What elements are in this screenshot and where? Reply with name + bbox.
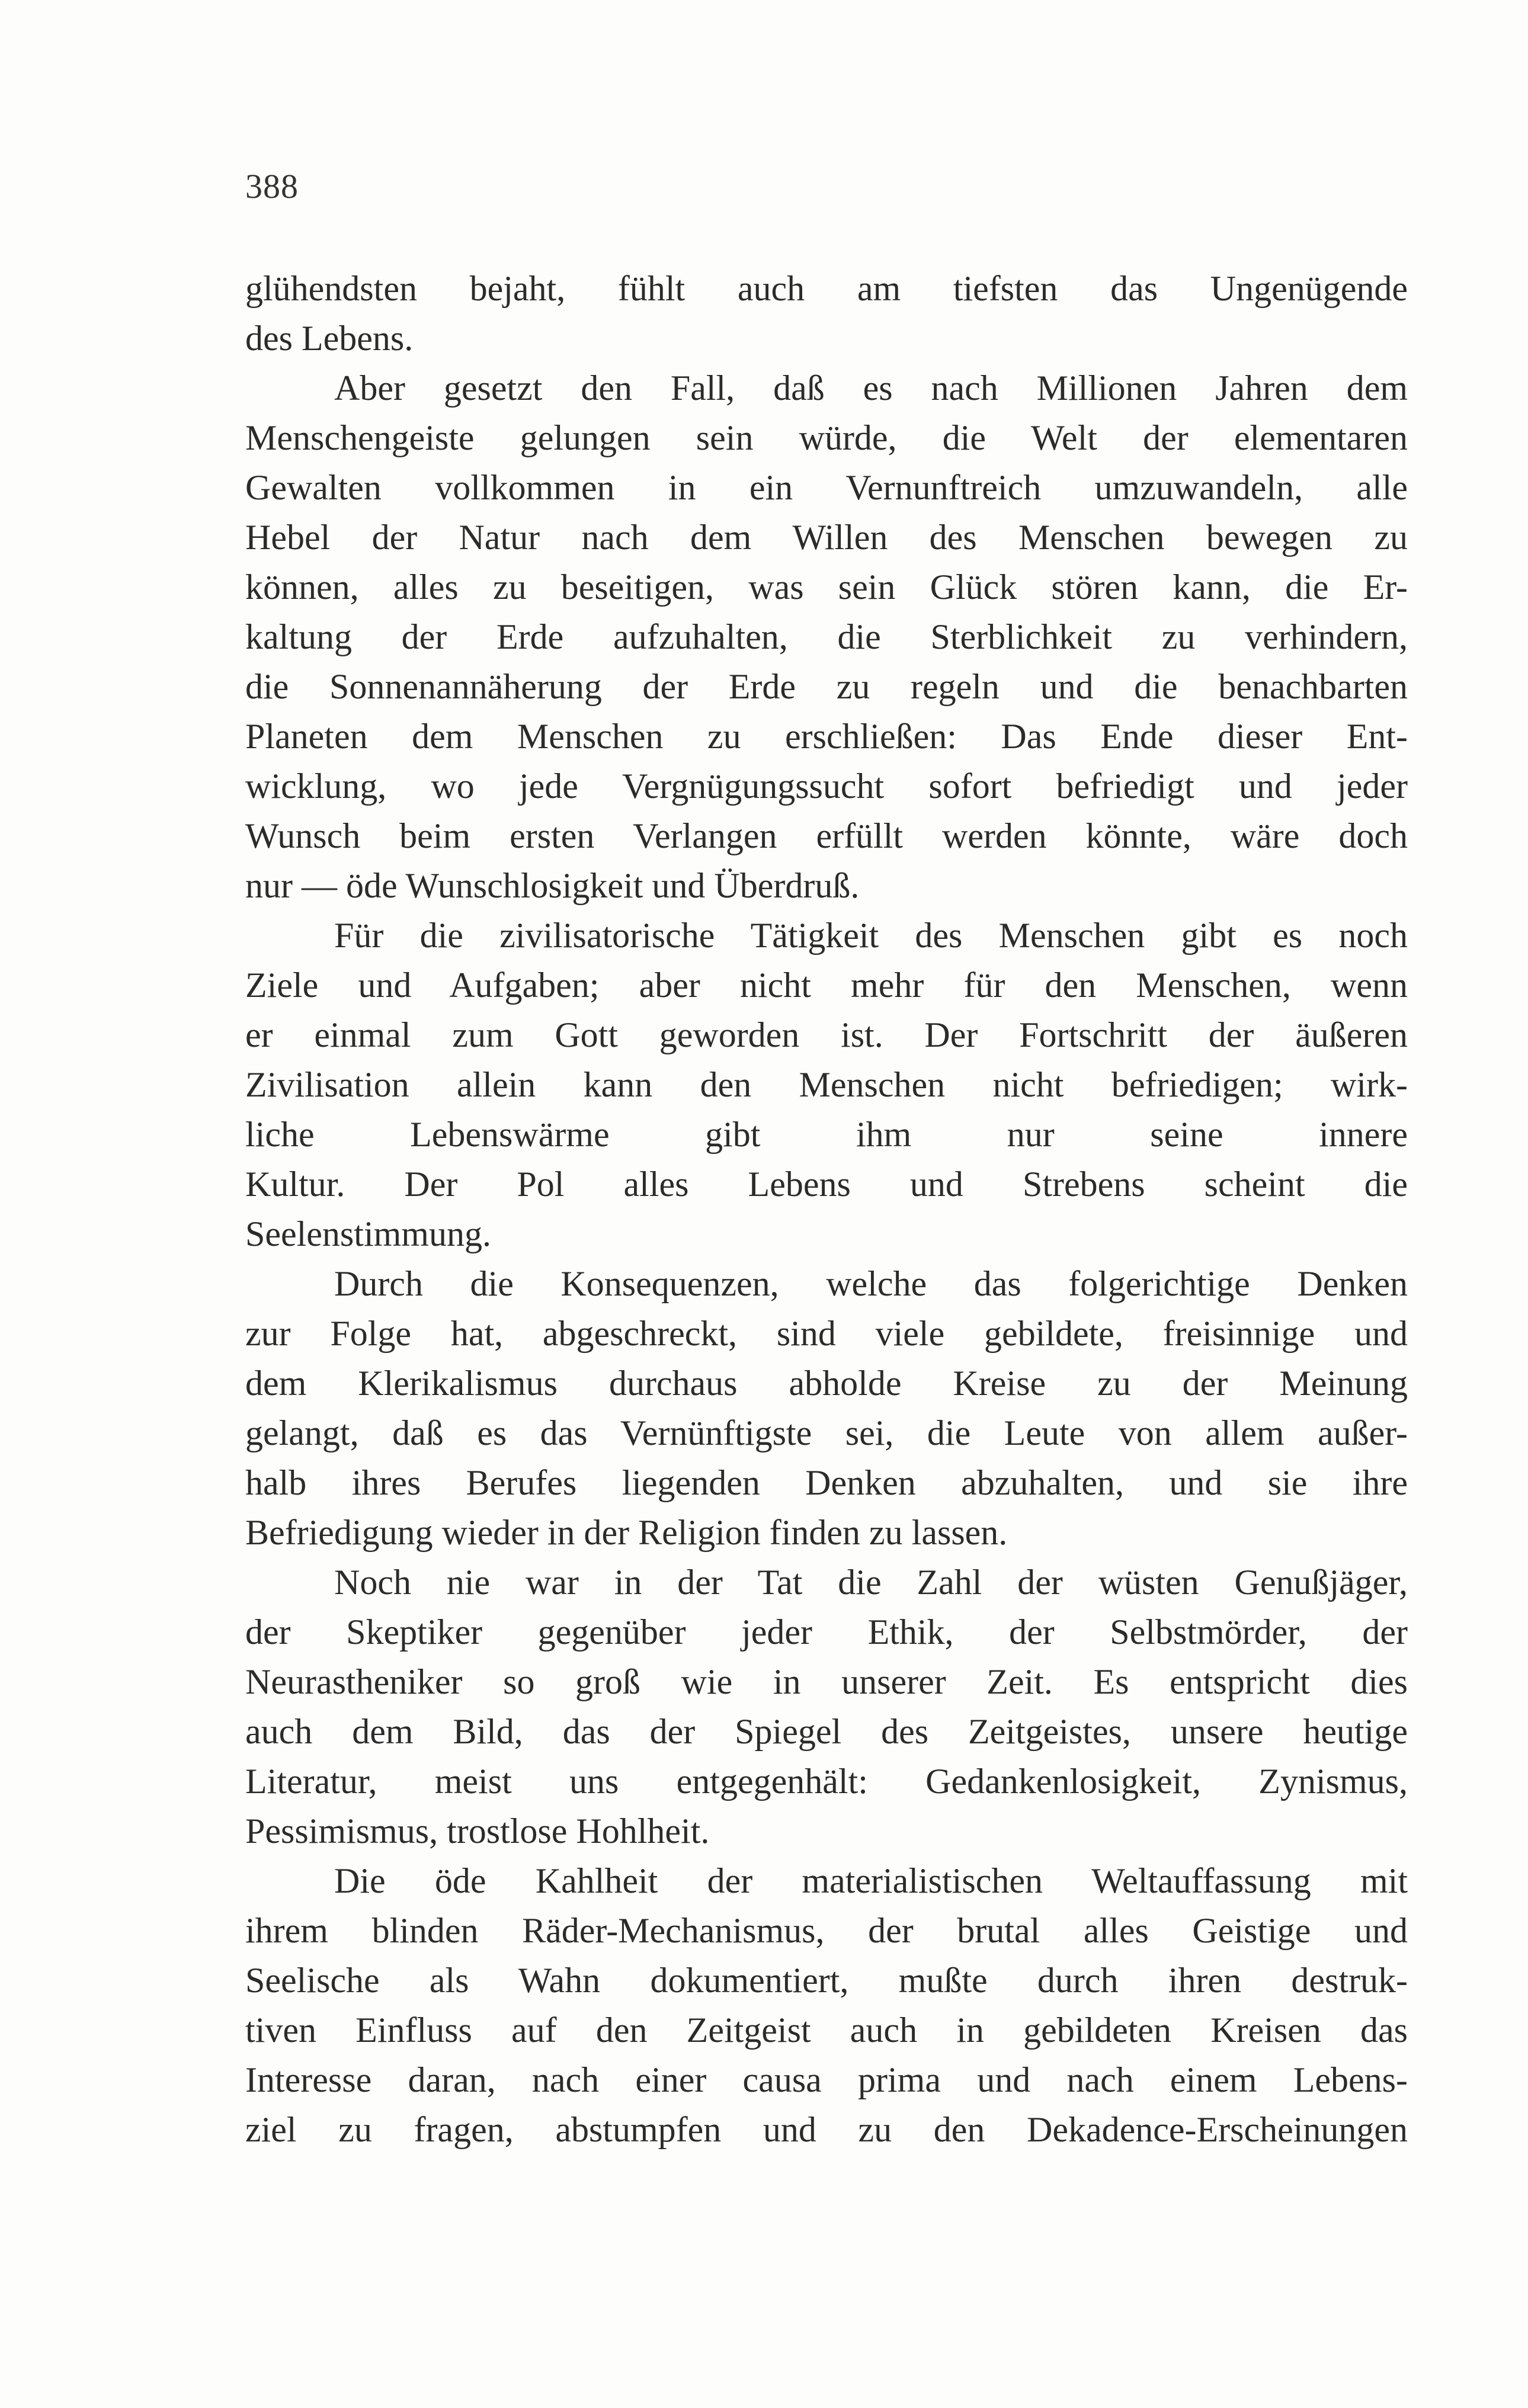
text-line: die Sonnenannäherung der Erde zu regeln und die benachbarten [245, 667, 1408, 706]
text-line: dem Klerikalismus durchaus abholde Kreise zu der Meinung [245, 1364, 1408, 1403]
text-line: zur Folge hat, abgeschreckt, sind viele gebildete, freisinnige und [245, 1314, 1408, 1353]
text-line: Literatur, meist uns entgegenhält: Gedankenlosigkeit, Zynismus, [245, 1762, 1408, 1801]
text-line: Für die zivilisatorische Tätigkeit des Menschen gibt es noch [334, 916, 1408, 955]
text-line: Gewalten vollkommen in ein Vernunftreich umzuwandeln, alle [245, 468, 1408, 507]
text-line: tiven Einfluss auf den Zeitgeist auch in gebildeten Kreisen das [245, 2011, 1408, 2050]
text-line: Durch die Konsequenzen, welche das folgerichtige Denken [334, 1264, 1408, 1303]
text-line: Pessimismus, trostlose Hohlheit. [245, 1811, 710, 1851]
text-line: wicklung, wo jede Vergnügungssucht sofort befriedigt und jeder [245, 767, 1408, 806]
text-line: Die öde Kahlheit der materialistischen Weltauffassung mit [334, 1861, 1408, 1900]
text-line: Neurastheniker so groß wie in unserer Zeit. Es entspricht dies [245, 1662, 1408, 1701]
text-line: Noch nie war in der Tat die Zahl der wüsten Genußjäger, [334, 1563, 1408, 1602]
text-line: Seelenstimmung. [245, 1214, 491, 1253]
text-line: Seelische als Wahn dokumentiert, mußte durch ihren destruk- [245, 1961, 1408, 2000]
text-line: Aber gesetzt den Fall, daß es nach Millionen Jahren dem [334, 368, 1408, 408]
text-line: glühendsten bejaht, fühlt auch am tiefsten das Ungenügende [245, 269, 1408, 308]
text-line: des Lebens. [245, 319, 414, 358]
text-line: Kultur. Der Pol alles Lebens und Strebens scheint die [245, 1165, 1408, 1204]
text-line: Zivilisation allein kann den Menschen nicht befriedigen; wirk- [245, 1065, 1408, 1104]
page-number: 388 [245, 167, 299, 206]
text-line: können, alles zu beseitigen, was sein Glück stören kann, die Er- [245, 567, 1408, 607]
text-line: der Skeptiker gegenüber jeder Ethik, der Selbstmörder, der [245, 1612, 1408, 1652]
text-line: gelangt, daß es das Vernünftigste sei, die Leute von allem außer- [245, 1413, 1408, 1453]
text-line: Planeten dem Menschen zu erschließen: Das Ende dieser Ent- [245, 717, 1408, 756]
text-line: Wunsch beim ersten Verlangen erfüllt werden könnte, wäre doch [245, 816, 1408, 855]
text-line: Ziele und Aufgaben; aber nicht mehr für den Menschen, wenn [245, 966, 1408, 1005]
text-line: ihrem blinden Räder-Mechanismus, der brutal alles Geistige und [245, 1911, 1408, 1950]
text-line: liche Lebenswärme gibt ihm nur seine innere [245, 1115, 1408, 1154]
text-line: auch dem Bild, das der Spiegel des Zeitgeistes, unsere heutige [245, 1712, 1408, 1751]
text-line: nur — öde Wunschlosigkeit und Überdruß. [245, 866, 860, 905]
text-line: ziel zu fragen, abstumpfen und zu den Dekadence-Erscheinungen [245, 2110, 1408, 2149]
text-line: kaltung der Erde aufzuhalten, die Sterblichkeit zu verhindern, [245, 617, 1408, 656]
text-line: halb ihres Berufes liegenden Denken abzuhalten, und sie ihre [245, 1463, 1408, 1502]
text-line: er einmal zum Gott geworden ist. Der Fortschritt der äußeren [245, 1015, 1408, 1054]
text-line: Hebel der Natur nach dem Willen des Menschen bewegen zu [245, 518, 1408, 557]
text-line: Interesse daran, nach einer causa prima und nach einem Lebens- [245, 2060, 1408, 2099]
body-text [245, 264, 1408, 2154]
text-line: Befriedigung wieder in der Religion finden zu lassen. [245, 1513, 1008, 1552]
text-line: Menschengeiste gelungen sein würde, die Welt der elementaren [245, 418, 1408, 457]
